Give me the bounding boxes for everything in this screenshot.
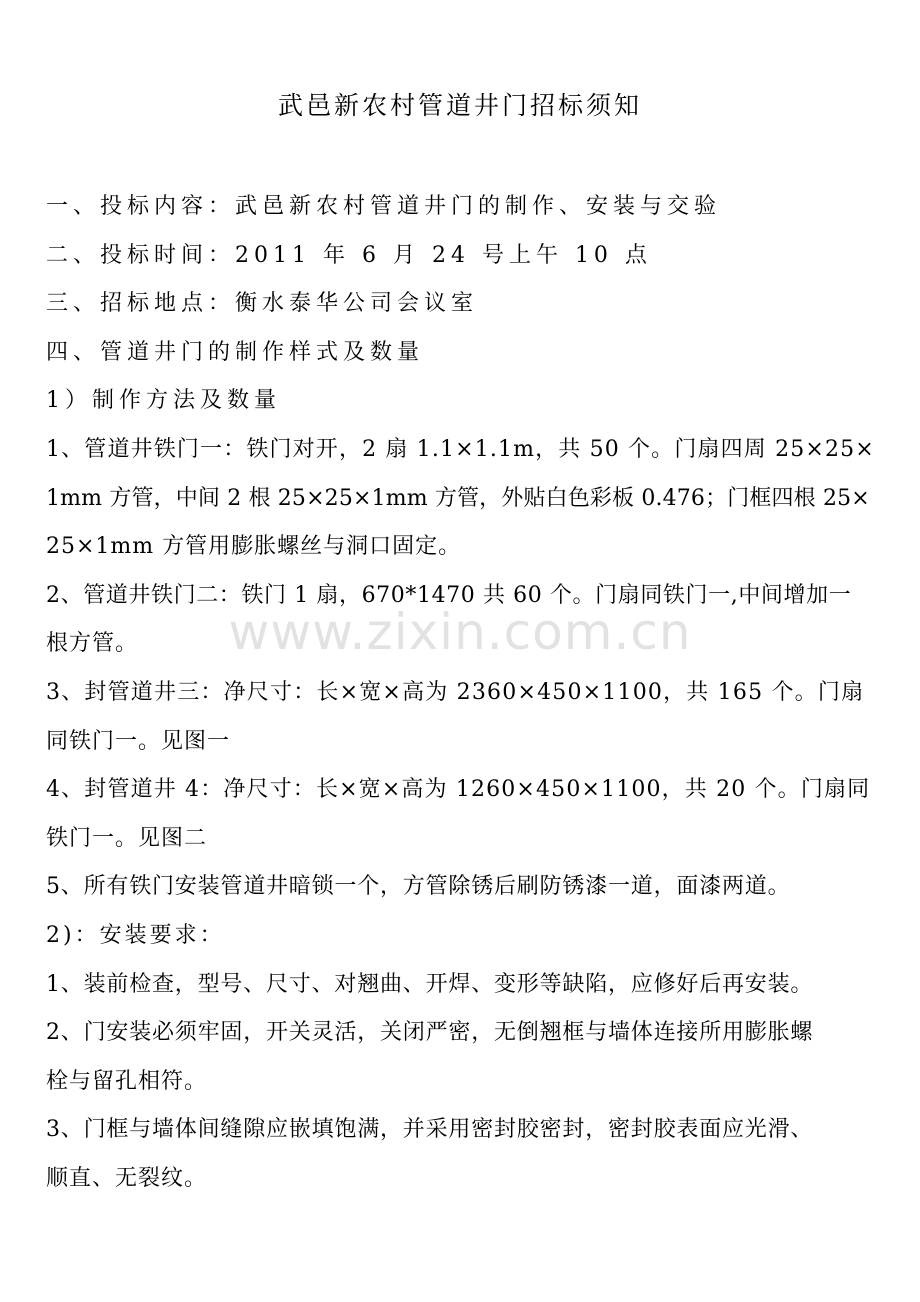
text-line: 栓与留孔相符。 (46, 1068, 208, 1094)
text-line: 一、投标内容：武邑新农村管道井门的制作、安装与交验 (46, 194, 722, 219)
document-body (46, 183, 876, 1203)
text-line: 三、招标地点：衡水泰华公司会议室 (46, 291, 479, 317)
text-line: 根方管。 (46, 631, 139, 657)
text-line: 二、投标时间：2011 年 6 月 24 号上午 10 点 (46, 242, 652, 268)
document-title: 武邑新农村管道井门招标须知 (277, 91, 642, 120)
text-line: 1、管道井铁门一：铁门对开，2 扇 1.1×1.1m，共 50 个。门扇四周 25×25× (46, 436, 875, 462)
text-line: 1）制作方法及数量 (46, 388, 281, 414)
text-line: 1mm 方管，中间 2 根 25×25×1mm 方管，外贴白色彩板 0.476；门框四根 25× (46, 485, 870, 511)
text-line: 3、封管道井三：净尺寸：长×宽×高为 2360×450×1100，共 165 个。门扇 (46, 679, 865, 705)
text-line: 顺直、无裂纹。 (46, 1165, 208, 1191)
text-line: 2、管道井铁门二：铁门 1 扇，670*1470 共 60 个。门扇同铁门一,中间增加一 (46, 582, 852, 608)
text-line: 4、封管道井 4：净尺寸：长×宽×高为 1260×450×1100，共 20 个。门扇同 (46, 777, 871, 803)
text-line: 3、门框与墙体间缝隙应嵌填饱满，并采用密封胶密封，密封胶表面应光滑、 (46, 1117, 814, 1143)
text-line: 5、所有铁门安装管道井暗锁一个，方管除锈后刷防锈漆一道，面漆两道。 (46, 874, 791, 900)
text-line: 25×1mm 方管用膨胀螺丝与洞口固定。 (46, 534, 462, 560)
text-line: 同铁门一。见图一 (46, 728, 231, 754)
text-line: 2)：安装要求： (46, 922, 225, 948)
text-line: 2、门安装必须牢固，开关灵活，关闭严密，无倒翘框与墙体连接所用膨胀螺 (46, 1020, 814, 1046)
text-line: 四、管道井门的制作样式及数量 (46, 339, 425, 365)
text-line: 1、装前检查，型号、尺寸、对翘曲、开焊、变形等缺陷，应修好后再安装。 (46, 971, 814, 997)
watermark-text: www.zixin.com.cn (228, 603, 692, 661)
text-line: 铁门一。见图二 (46, 825, 208, 851)
